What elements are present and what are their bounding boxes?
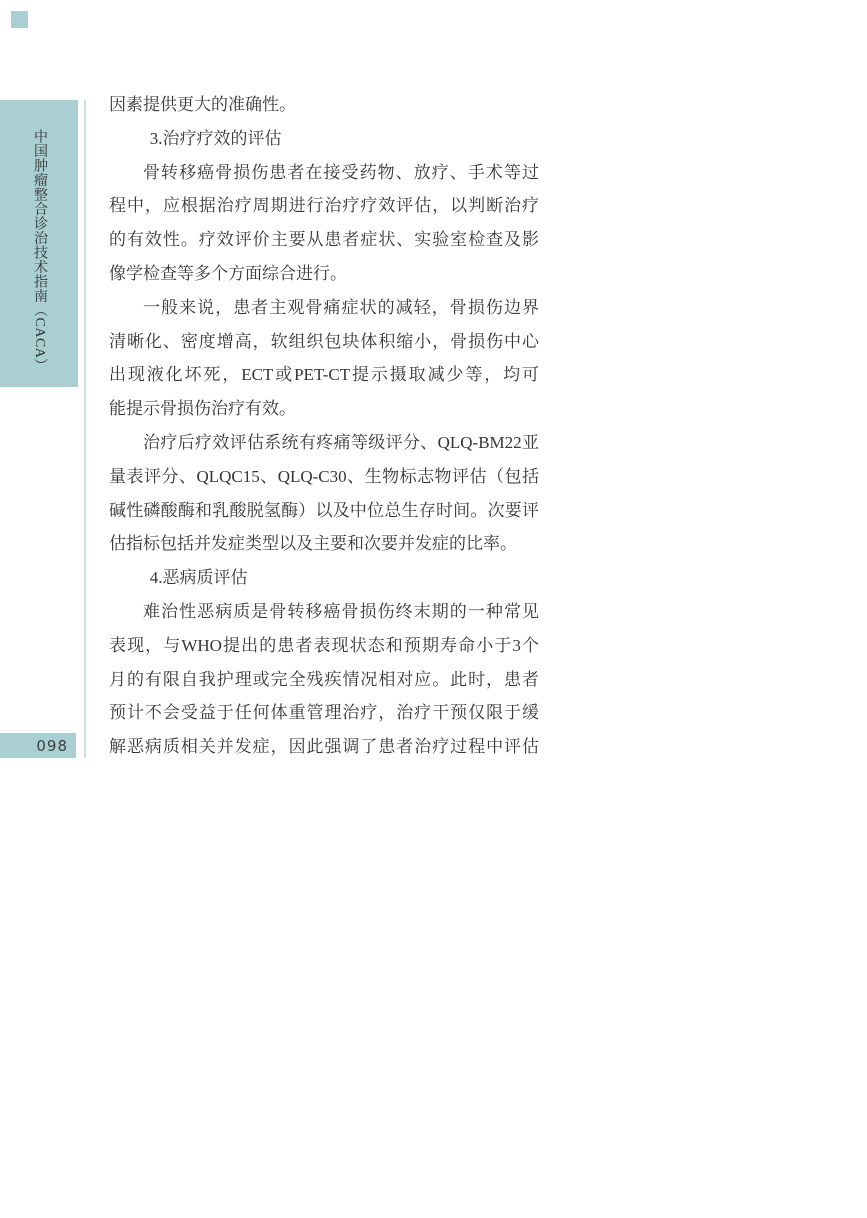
sidebar-divider-line: [84, 100, 86, 758]
text-line: 骨转移癌骨损伤患者在接受药物、放疗、手术等过: [143, 162, 539, 182]
text-line: 4.恶病质评估: [149, 568, 248, 588]
page-body-text: [109, 88, 539, 764]
text-line: 碱性磷酸酶和乳酸脱氢酶）以及中位总生存时间。次要评: [109, 500, 539, 520]
text-line: 程中，应根据治疗周期进行治疗疗效评估，以判断治疗: [109, 196, 539, 216]
text-line: 月的有限自我护理或完全残疾情况相对应。此时，患者: [109, 669, 539, 689]
text-line: 治疗后疗效评估系统有疼痛等级评分、QLQ-BM22亚: [143, 432, 539, 452]
text-line: 量表评分、QLQC15、QLQ-C30、生物标志物评估（包括: [109, 466, 539, 486]
book-title: 中国肿瘤整合诊治技术指南（CACA）: [32, 129, 47, 373]
text-line: 出现液化坏死，ECT或PET-CT提示摄取减少等，均可: [109, 365, 539, 385]
text-line: 解恶病质相关并发症，因此强调了患者治疗过程中评估: [109, 737, 539, 757]
text-line: 的有效性。疗效评价主要从患者症状、实验室检查及影: [109, 230, 539, 250]
text-line: 清晰化、密度增高，软组织包块体积缩小，骨损伤中心: [109, 331, 539, 351]
page-number-badge: [0, 733, 76, 758]
text-line: 估指标包括并发症类型以及主要和次要并发症的比率。: [109, 534, 517, 554]
text-line: 预计不会受益于任何体重管理治疗，治疗干预仅限于缓: [109, 703, 539, 723]
text-line: 难治性恶病质是骨转移癌骨损伤终末期的一种常见: [143, 601, 539, 621]
book-title-banner: [0, 100, 78, 387]
page-number: 098: [36, 736, 68, 755]
text-line: 3.治疗疗效的评估: [149, 128, 282, 148]
text-line: 因素提供更大的准确性。: [109, 95, 296, 114]
corner-accent-square: [11, 11, 28, 28]
text-line: 一般来说，患者主观骨痛症状的减轻，骨损伤边界: [143, 297, 539, 317]
text-line: 表现，与WHO提出的患者表现状态和预期寿命小于3个: [109, 635, 539, 655]
text-line: 像学检查等多个方面综合进行。: [109, 263, 347, 283]
text-line: 能提示骨损伤治疗有效。: [109, 399, 296, 419]
